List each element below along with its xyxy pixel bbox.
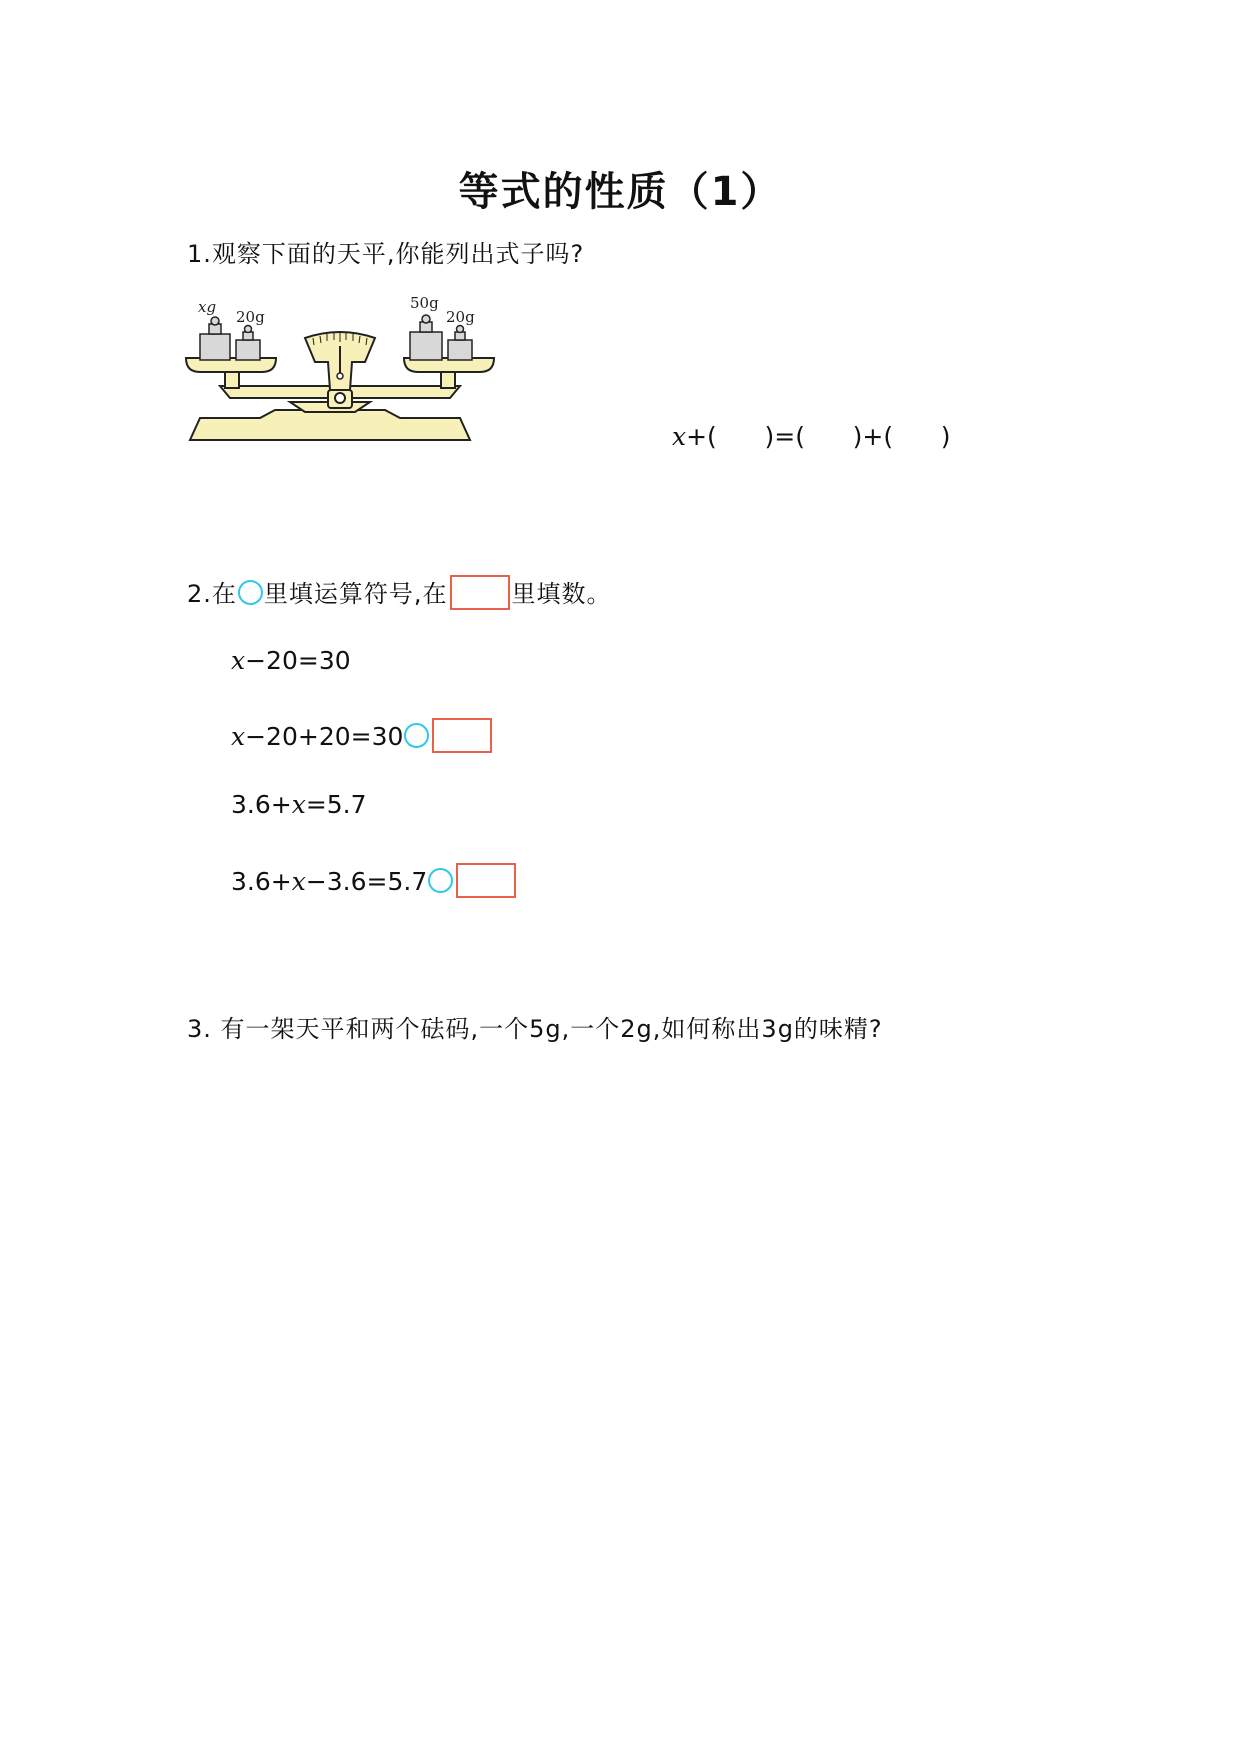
equation-line-2 — [231, 718, 494, 753]
prompt-part-1: 2.在 — [187, 580, 237, 608]
variable-x: x — [231, 646, 246, 675]
equation-text: −3.6=5.7 — [305, 867, 428, 896]
equation-text: 3.6+ — [231, 790, 292, 819]
weight-20g-right — [448, 326, 472, 361]
number-box-blank[interactable] — [432, 718, 492, 753]
variable-x: x — [291, 867, 306, 896]
equation-text: −20+20=30 — [245, 722, 404, 751]
weight-x — [200, 317, 230, 360]
prompt-part-3: 里填数。 — [511, 580, 612, 608]
question-1-equation — [672, 422, 951, 451]
variable-x: x — [672, 422, 687, 451]
variable-x: x — [291, 790, 306, 819]
operator-circle-blank[interactable] — [404, 723, 429, 748]
box-blank-icon — [450, 575, 510, 610]
equation-line-1 — [231, 646, 351, 675]
scale-base — [190, 410, 470, 440]
equation-line-3 — [231, 790, 367, 819]
number-box-blank[interactable] — [456, 863, 516, 898]
label-xg: xg — [198, 298, 217, 316]
variable-x: x — [231, 722, 246, 751]
question-1-prompt: 1.观察下面的天平,你能列出式子吗? — [187, 240, 585, 268]
label-50g: 50g — [410, 294, 439, 312]
circle-blank-icon — [238, 580, 263, 605]
question-3-prompt: 3. 有一架天平和两个砝码,一个5g,一个2g,如何称出3g的味精? — [187, 1015, 883, 1043]
label-20g-right: 20g — [446, 308, 475, 326]
equation-blanks[interactable]: +( )=( )+( ) — [686, 422, 951, 451]
prompt-part-2: 里填运算符号,在 — [263, 580, 448, 608]
operator-circle-blank[interactable] — [428, 868, 453, 893]
balance-scale-illustration — [180, 290, 500, 450]
question-2-prompt — [187, 574, 612, 610]
page-title: 等式的性质（1） — [458, 169, 783, 215]
equation-text: =5.7 — [305, 790, 367, 819]
weight-50g — [410, 315, 442, 360]
equation-line-4 — [231, 863, 518, 898]
weight-20g-left — [236, 326, 260, 361]
equation-text: −20=30 — [245, 646, 351, 675]
equation-text: 3.6+ — [231, 867, 292, 896]
label-20g-left: 20g — [236, 308, 265, 326]
